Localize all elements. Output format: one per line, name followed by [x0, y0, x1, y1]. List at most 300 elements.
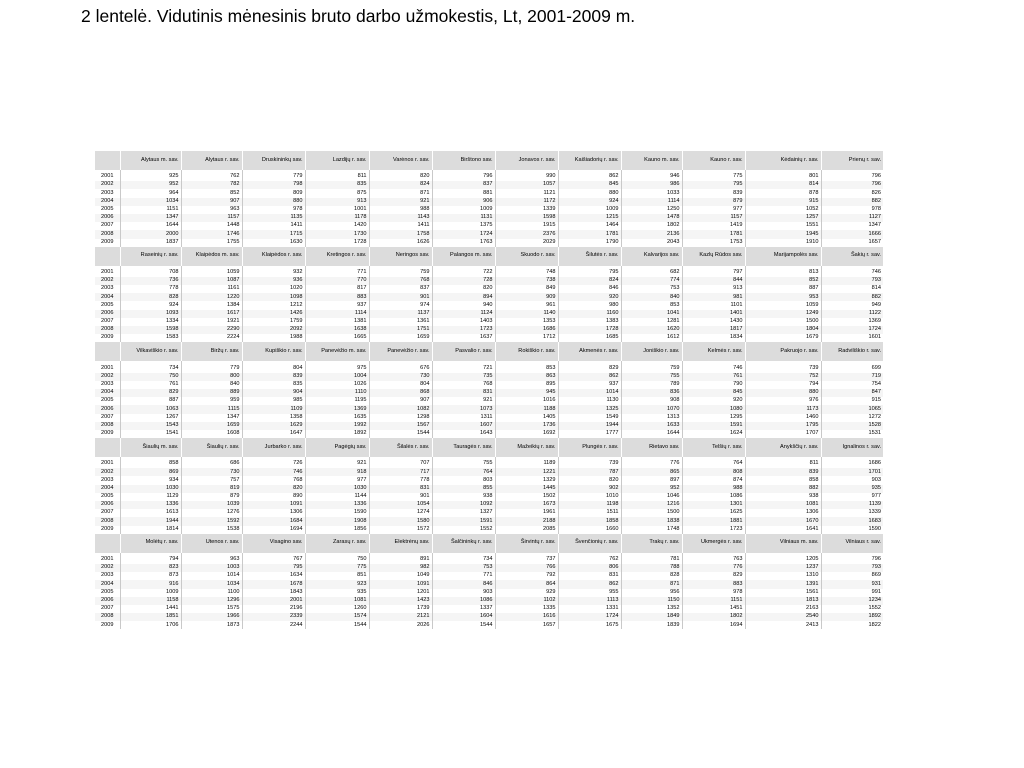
- wage-value-cell: 907: [369, 397, 432, 405]
- wage-value-cell: 1113: [558, 597, 621, 605]
- wage-value-cell: 1101: [682, 301, 745, 309]
- wage-value-cell: 1049: [369, 572, 432, 580]
- wage-value-cell: 901: [369, 293, 432, 301]
- wage-value-cell: 1445: [495, 485, 558, 493]
- wage-value-cell: 1375: [432, 222, 495, 230]
- wage-value-cell: 882: [745, 485, 821, 493]
- table-row: [95, 266, 883, 277]
- wage-value-cell: 1753: [682, 239, 745, 247]
- municipality-header: Šilalės r. sav.: [369, 438, 432, 457]
- wage-value-cell: 792: [495, 572, 558, 580]
- wage-value-cell: 1817: [682, 326, 745, 334]
- wage-value-cell: 1992: [305, 422, 369, 430]
- wage-value-cell: 1041: [621, 310, 682, 318]
- wage-value-cell: 887: [120, 397, 181, 405]
- wage-value-cell: 880: [242, 198, 305, 206]
- municipality-header: Rietavo sav.: [621, 438, 682, 457]
- wage-value-cell: 748: [495, 266, 558, 277]
- year-cell: 2001: [95, 266, 120, 277]
- wage-value-cell: 1777: [558, 430, 621, 438]
- wage-value-cell: 849: [495, 285, 558, 293]
- table-row: [95, 326, 883, 334]
- wage-value-cell: 686: [181, 457, 242, 468]
- wage-value-cell: 1612: [621, 334, 682, 342]
- municipality-header: Šakių r. sav.: [821, 247, 883, 266]
- wage-value-cell: 803: [432, 476, 495, 484]
- wage-value-cell: 801: [745, 170, 821, 181]
- wage-value-cell: 1728: [305, 239, 369, 247]
- wage-value-cell: 808: [682, 468, 745, 476]
- wage-value-cell: 782: [181, 181, 242, 189]
- wage-value-cell: 1301: [682, 501, 745, 509]
- wage-value-cell: 776: [621, 457, 682, 468]
- wage-value-cell: 1511: [558, 509, 621, 517]
- wage-value-cell: 1237: [745, 564, 821, 572]
- municipality-header: Prienų r. sav.: [821, 151, 883, 170]
- wage-value-cell: 1580: [369, 517, 432, 525]
- municipality-header: Palangos m. sav.: [432, 247, 495, 266]
- wage-value-cell: 836: [621, 389, 682, 397]
- wage-value-cell: 1336: [305, 501, 369, 509]
- wage-value-cell: 904: [242, 389, 305, 397]
- wage-value-cell: 1804: [745, 326, 821, 334]
- wage-value-cell: 952: [120, 181, 181, 189]
- wage-value-cell: 2043: [621, 239, 682, 247]
- wage-value-cell: 1361: [369, 318, 432, 326]
- wage-value-cell: 1004: [305, 373, 369, 381]
- wage-value-cell: 1538: [181, 526, 242, 534]
- wage-value-cell: 1295: [682, 414, 745, 422]
- wage-value-cell: 1059: [745, 301, 821, 309]
- wage-value-cell: 1347: [868, 222, 881, 229]
- wage-value-cell: 1659: [369, 334, 432, 342]
- wage-value-cell: 1039: [181, 501, 242, 509]
- wage-value-cell: 1701: [821, 468, 883, 476]
- wage-value-cell: 1384: [181, 301, 242, 309]
- year-cell: 2001: [95, 553, 120, 564]
- table-row: [95, 517, 883, 525]
- wage-value-cell: 1026: [305, 381, 369, 389]
- wage-value-cell: 2000: [120, 230, 181, 238]
- wage-value-cell: 1014: [181, 572, 242, 580]
- municipality-header: Neringos sav.: [369, 247, 432, 266]
- table-row: [95, 509, 883, 517]
- wage-value-cell: 1670: [745, 517, 821, 525]
- wage-value-cell: 1110: [305, 389, 369, 397]
- wage-value-cell: 874: [682, 476, 745, 484]
- wage-value-cell: 759: [621, 361, 682, 372]
- year-cell: 2002: [95, 468, 120, 476]
- wage-value-cell: 1172: [495, 198, 558, 206]
- wage-value-cell: 1873: [181, 621, 242, 629]
- wage-value-cell: 2163: [745, 605, 821, 613]
- wage-value-cell: 1813: [745, 597, 821, 605]
- wage-value-cell: 1070: [621, 405, 682, 413]
- wage-value-cell: 1188: [495, 405, 558, 413]
- wage-value-cell: 817: [305, 285, 369, 293]
- wage-value-cell: 795: [242, 564, 305, 572]
- year-cell: 2004: [95, 198, 120, 206]
- wage-value-cell: 1130: [558, 397, 621, 405]
- wage-value-cell: 1306: [745, 509, 821, 517]
- wage-value-cell: 804: [242, 361, 305, 372]
- wage-value-cell: 1675: [558, 621, 621, 629]
- wage-value-cell: 840: [181, 381, 242, 389]
- wage-value-cell: 814: [871, 285, 881, 292]
- table-row: [95, 457, 883, 468]
- wage-value-cell: 1624: [682, 430, 745, 438]
- wage-value-cell: 935: [821, 485, 883, 493]
- wage-value-cell: 1127: [821, 214, 883, 222]
- municipality-header: Raseinių r. sav.: [120, 247, 181, 266]
- wage-value-cell: 879: [181, 493, 242, 501]
- wage-value-cell: 707: [369, 457, 432, 468]
- municipality-header: Kalvarijos sav.: [621, 247, 682, 266]
- wage-value-cell: 1091: [242, 501, 305, 509]
- wage-value-cell: 1781: [682, 230, 745, 238]
- wage-value-cell: 1257: [745, 214, 821, 222]
- wage-value-cell: 1173: [745, 405, 821, 413]
- wage-value-cell: 2540: [745, 613, 821, 621]
- wage-value-cell: 776: [682, 564, 745, 572]
- wage-value-cell: 961: [495, 301, 558, 309]
- wage-value-cell: 1966: [181, 613, 242, 621]
- wage-value-cell: 916: [120, 580, 181, 588]
- wage-value-cell: 1298: [369, 414, 432, 422]
- wage-value-cell: 1561: [745, 589, 821, 597]
- municipality-header: Kelmės r. sav.: [682, 342, 745, 361]
- wage-value-cell: 871: [369, 189, 432, 197]
- table-row: [95, 222, 883, 230]
- wage-value-cell: 1665: [305, 334, 369, 342]
- wage-value-cell: 1626: [369, 239, 432, 247]
- year-cell: 2009: [95, 526, 120, 534]
- wage-value-cell: 1839: [621, 621, 682, 629]
- wage-value-cell: 1625: [682, 509, 745, 517]
- wage-value-cell: 1139: [821, 501, 883, 509]
- wage-value-cell: 2413: [745, 621, 821, 629]
- wage-value-cell: 1552: [868, 605, 881, 612]
- wage-value-cell: 734: [120, 361, 181, 372]
- wage-value-cell: 1592: [181, 517, 242, 525]
- wage-value-cell: 1683: [821, 517, 883, 525]
- wage-value-cell: 787: [558, 468, 621, 476]
- wage-value-cell: 831: [558, 572, 621, 580]
- table-row: [95, 293, 883, 301]
- wage-value-cell: 977: [871, 493, 881, 500]
- wage-value-cell: 1405: [495, 414, 558, 422]
- wage-value-cell: 721: [432, 361, 495, 372]
- wage-value-cell: 750: [120, 373, 181, 381]
- wage-value-cell: 763: [682, 553, 745, 564]
- wage-value-cell: 1347: [120, 214, 181, 222]
- municipality-header: Skuodo r. sav.: [495, 247, 558, 266]
- wage-value-cell: 755: [621, 373, 682, 381]
- wage-value-cell: 1115: [181, 405, 242, 413]
- wage-value-cell: 676: [369, 361, 432, 372]
- wage-value-cell: 1065: [821, 405, 883, 413]
- municipality-header: Tauragės r. sav.: [432, 438, 495, 457]
- wage-table: [95, 151, 883, 629]
- wage-value-cell: 855: [432, 485, 495, 493]
- wage-value-cell: 1988: [242, 334, 305, 342]
- wage-value-cell: 1630: [242, 239, 305, 247]
- wage-value-cell: 1908: [305, 517, 369, 525]
- wage-value-cell: 1921: [181, 318, 242, 326]
- table-row: [95, 301, 883, 309]
- year-cell: 2004: [95, 580, 120, 588]
- wage-value-cell: 1915: [495, 222, 558, 230]
- wage-value-cell: 1267: [120, 414, 181, 422]
- wage-value-cell: 761: [682, 373, 745, 381]
- wage-value-cell: 869: [120, 468, 181, 476]
- wage-value-cell: 774: [621, 277, 682, 285]
- wage-value-cell: 1715: [242, 230, 305, 238]
- wage-value-cell: 923: [305, 580, 369, 588]
- wage-value-cell: 1851: [120, 613, 181, 621]
- municipality-header: Molėtų r. sav.: [120, 534, 181, 553]
- wage-value-cell: 1093: [120, 310, 181, 318]
- municipality-header: Radviliškio r. sav.: [821, 342, 883, 361]
- wage-value-cell: 1358: [242, 414, 305, 422]
- wage-value-cell: 1276: [181, 509, 242, 517]
- table-row: [95, 318, 883, 326]
- wage-value-cell: 1215: [558, 214, 621, 222]
- wage-value-cell: 794: [120, 553, 181, 564]
- municipality-header: Rokiškio r. sav.: [495, 342, 558, 361]
- wage-value-cell: 839: [682, 189, 745, 197]
- wage-value-cell: 977: [682, 206, 745, 214]
- wage-value-cell: 1543: [120, 422, 181, 430]
- wage-value-cell: 851: [305, 572, 369, 580]
- wage-value-cell: 2121: [369, 613, 432, 621]
- wage-value-cell: 1641: [745, 526, 821, 534]
- table-row: [95, 214, 883, 222]
- wage-value-cell: 955: [558, 589, 621, 597]
- wage-value-cell: 1724: [432, 230, 495, 238]
- wage-value-cell: 1080: [682, 405, 745, 413]
- wage-value-cell: 752: [745, 373, 821, 381]
- wage-value-cell: 880: [745, 389, 821, 397]
- wage-value-cell: 913: [682, 285, 745, 293]
- wage-value-cell: 1616: [495, 613, 558, 621]
- wage-value-cell: 1391: [745, 580, 821, 588]
- wage-value-cell: 778: [369, 476, 432, 484]
- wage-value-cell: 1034: [181, 580, 242, 588]
- wage-value-cell: 853: [495, 361, 558, 372]
- wage-value-cell: 921: [369, 198, 432, 206]
- wage-value-cell: 1352: [621, 605, 682, 613]
- wage-value-cell: 1659: [181, 422, 242, 430]
- municipality-header: Ignalinos r. sav.: [821, 438, 883, 457]
- wage-value-cell: 1220: [181, 293, 242, 301]
- wage-value-cell: 915: [871, 397, 881, 404]
- wage-value-cell: 907: [181, 198, 242, 206]
- wage-value-cell: 921: [432, 397, 495, 405]
- wage-value-cell: 974: [369, 301, 432, 309]
- wage-value-cell: 1086: [432, 597, 495, 605]
- wage-value-cell: 1574: [305, 613, 369, 621]
- wage-value-cell: 771: [305, 266, 369, 277]
- wage-value-cell: 1613: [120, 509, 181, 517]
- table-row: [95, 564, 883, 572]
- wage-value-cell: 1802: [621, 222, 682, 230]
- wage-value-cell: 1086: [682, 493, 745, 501]
- table-row: [95, 468, 883, 476]
- wage-value-cell: 1100: [181, 589, 242, 597]
- wage-value-cell: 1544: [305, 621, 369, 629]
- municipality-header: Alytaus m. sav.: [120, 151, 181, 170]
- table-row: [95, 239, 883, 247]
- wage-value-cell: 746: [682, 361, 745, 372]
- wage-value-cell: 794: [745, 381, 821, 389]
- municipality-header: Akmenės r. sav.: [558, 342, 621, 361]
- wage-value-cell: 1673: [495, 501, 558, 509]
- wage-value-cell: 798: [242, 181, 305, 189]
- wage-value-cell: 790: [682, 381, 745, 389]
- wage-value-cell: 1426: [242, 310, 305, 318]
- municipality-header: Šiaulių r. sav.: [181, 438, 242, 457]
- wage-value-cell: 935: [305, 589, 369, 597]
- wage-value-cell: 839: [242, 373, 305, 381]
- municipality-header: Klaipėdos m. sav.: [181, 247, 242, 266]
- wage-value-cell: 767: [242, 553, 305, 564]
- municipality-header: Marijampolės sav.: [745, 247, 821, 266]
- wage-value-cell: 1001: [305, 206, 369, 214]
- wage-value-cell: 770: [305, 277, 369, 285]
- municipality-header: Birštono sav.: [432, 151, 495, 170]
- table-row: [95, 277, 883, 285]
- table-row: [95, 553, 883, 564]
- wage-value-cell: 1751: [369, 326, 432, 334]
- wage-value-cell: 1411: [369, 222, 432, 230]
- wage-value-cell: 1790: [558, 239, 621, 247]
- wage-value-cell: 903: [432, 589, 495, 597]
- wage-value-cell: 1234: [821, 597, 883, 605]
- municipality-header: Šiaulių m. sav.: [120, 438, 181, 457]
- table-row: [95, 605, 883, 613]
- wage-value-cell: 1135: [242, 214, 305, 222]
- year-cell: 2001: [95, 457, 120, 468]
- wage-value-cell: 1591: [432, 517, 495, 525]
- wage-value-cell: 2029: [495, 239, 558, 247]
- wage-value-cell: 800: [181, 373, 242, 381]
- wage-value-cell: 1634: [242, 572, 305, 580]
- wage-value-cell: 775: [305, 564, 369, 572]
- municipality-header: Telšių r. sav.: [682, 438, 745, 457]
- wage-value-cell: 1728: [558, 326, 621, 334]
- wage-value-cell: 1759: [242, 318, 305, 326]
- wage-value-cell: 1054: [369, 501, 432, 509]
- wage-value-cell: 865: [621, 468, 682, 476]
- wage-value-cell: 806: [558, 564, 621, 572]
- wage-value-cell: 1451: [682, 605, 745, 613]
- wage-value-cell: 1121: [495, 189, 558, 197]
- wage-value-cell: 1723: [682, 526, 745, 534]
- wage-value-cell: 1369: [868, 318, 881, 325]
- wage-value-cell: 1635: [305, 414, 369, 422]
- wage-value-cell: 2224: [181, 334, 242, 342]
- table-row: [95, 198, 883, 206]
- year-cell: 2003: [95, 476, 120, 484]
- wage-value-cell: 835: [242, 381, 305, 389]
- wage-value-cell: 762: [558, 553, 621, 564]
- wage-value-cell: 1724: [821, 326, 883, 334]
- wage-value-cell: 1617: [181, 310, 242, 318]
- wage-value-cell: 895: [495, 381, 558, 389]
- wage-value-cell: 1198: [558, 501, 621, 509]
- wage-value-cell: 1500: [621, 509, 682, 517]
- municipality-header: Kazlų Rūdos sav.: [682, 247, 745, 266]
- wage-value-cell: 964: [120, 189, 181, 197]
- header-corner-cell: [95, 151, 120, 170]
- wage-value-cell: 1098: [242, 293, 305, 301]
- wage-value-cell: 906: [432, 198, 495, 206]
- wage-value-cell: 820: [432, 285, 495, 293]
- table-row: [95, 310, 883, 318]
- wage-value-cell: 1329: [495, 476, 558, 484]
- wage-value-cell: 988: [682, 485, 745, 493]
- table-row: [95, 361, 883, 372]
- wage-value-cell: 1644: [621, 430, 682, 438]
- wage-value-cell: 862: [558, 580, 621, 588]
- wage-value-cell: 852: [745, 277, 821, 285]
- wage-value-cell: 1249: [745, 310, 821, 318]
- wage-value-cell: 1608: [181, 430, 242, 438]
- wage-value-cell: 1016: [495, 397, 558, 405]
- wage-value-cell: 1838: [621, 517, 682, 525]
- wage-value-cell: 1195: [305, 397, 369, 405]
- year-cell: 2002: [95, 373, 120, 381]
- year-cell: 2003: [95, 381, 120, 389]
- wage-value-cell: 1643: [432, 430, 495, 438]
- wage-value-cell: 682: [621, 266, 682, 277]
- wage-value-cell: 1822: [868, 621, 881, 628]
- municipality-header: Kaišiadorių r. sav.: [558, 151, 621, 170]
- wage-value-cell: 1052: [745, 206, 821, 214]
- wage-value-cell: 1353: [495, 318, 558, 326]
- wage-value-cell: 759: [369, 266, 432, 277]
- wage-value-cell: 1707: [745, 430, 821, 438]
- year-cell: 2005: [95, 493, 120, 501]
- wage-value-cell: 1892: [305, 430, 369, 438]
- wage-value-cell: 1679: [745, 334, 821, 342]
- year-cell: 2004: [95, 389, 120, 397]
- wage-value-cell: 1014: [558, 389, 621, 397]
- year-cell: 2002: [95, 277, 120, 285]
- wage-value-cell: 824: [369, 181, 432, 189]
- wage-value-cell: 1158: [120, 597, 181, 605]
- wage-value-cell: 1151: [682, 597, 745, 605]
- wage-value-cell: 1706: [120, 621, 181, 629]
- wage-value-cell: 734: [432, 553, 495, 564]
- wage-value-cell: 963: [181, 206, 242, 214]
- wage-value-cell: 931: [821, 580, 883, 588]
- wage-value-cell: 1087: [181, 277, 242, 285]
- wage-value-cell: 699: [871, 364, 881, 371]
- wage-value-cell: 1730: [305, 230, 369, 238]
- wage-value-cell: 1684: [242, 517, 305, 525]
- year-cell: 2007: [95, 605, 120, 613]
- wage-value-cell: 764: [682, 457, 745, 468]
- wage-value-cell: 1892: [821, 613, 883, 621]
- wage-value-cell: 1201: [369, 589, 432, 597]
- wage-value-cell: 936: [242, 277, 305, 285]
- wage-value-cell: 1961: [495, 509, 558, 517]
- table-row: [95, 476, 883, 484]
- wage-value-cell: 1339: [868, 509, 881, 516]
- wage-value-cell: 779: [181, 361, 242, 372]
